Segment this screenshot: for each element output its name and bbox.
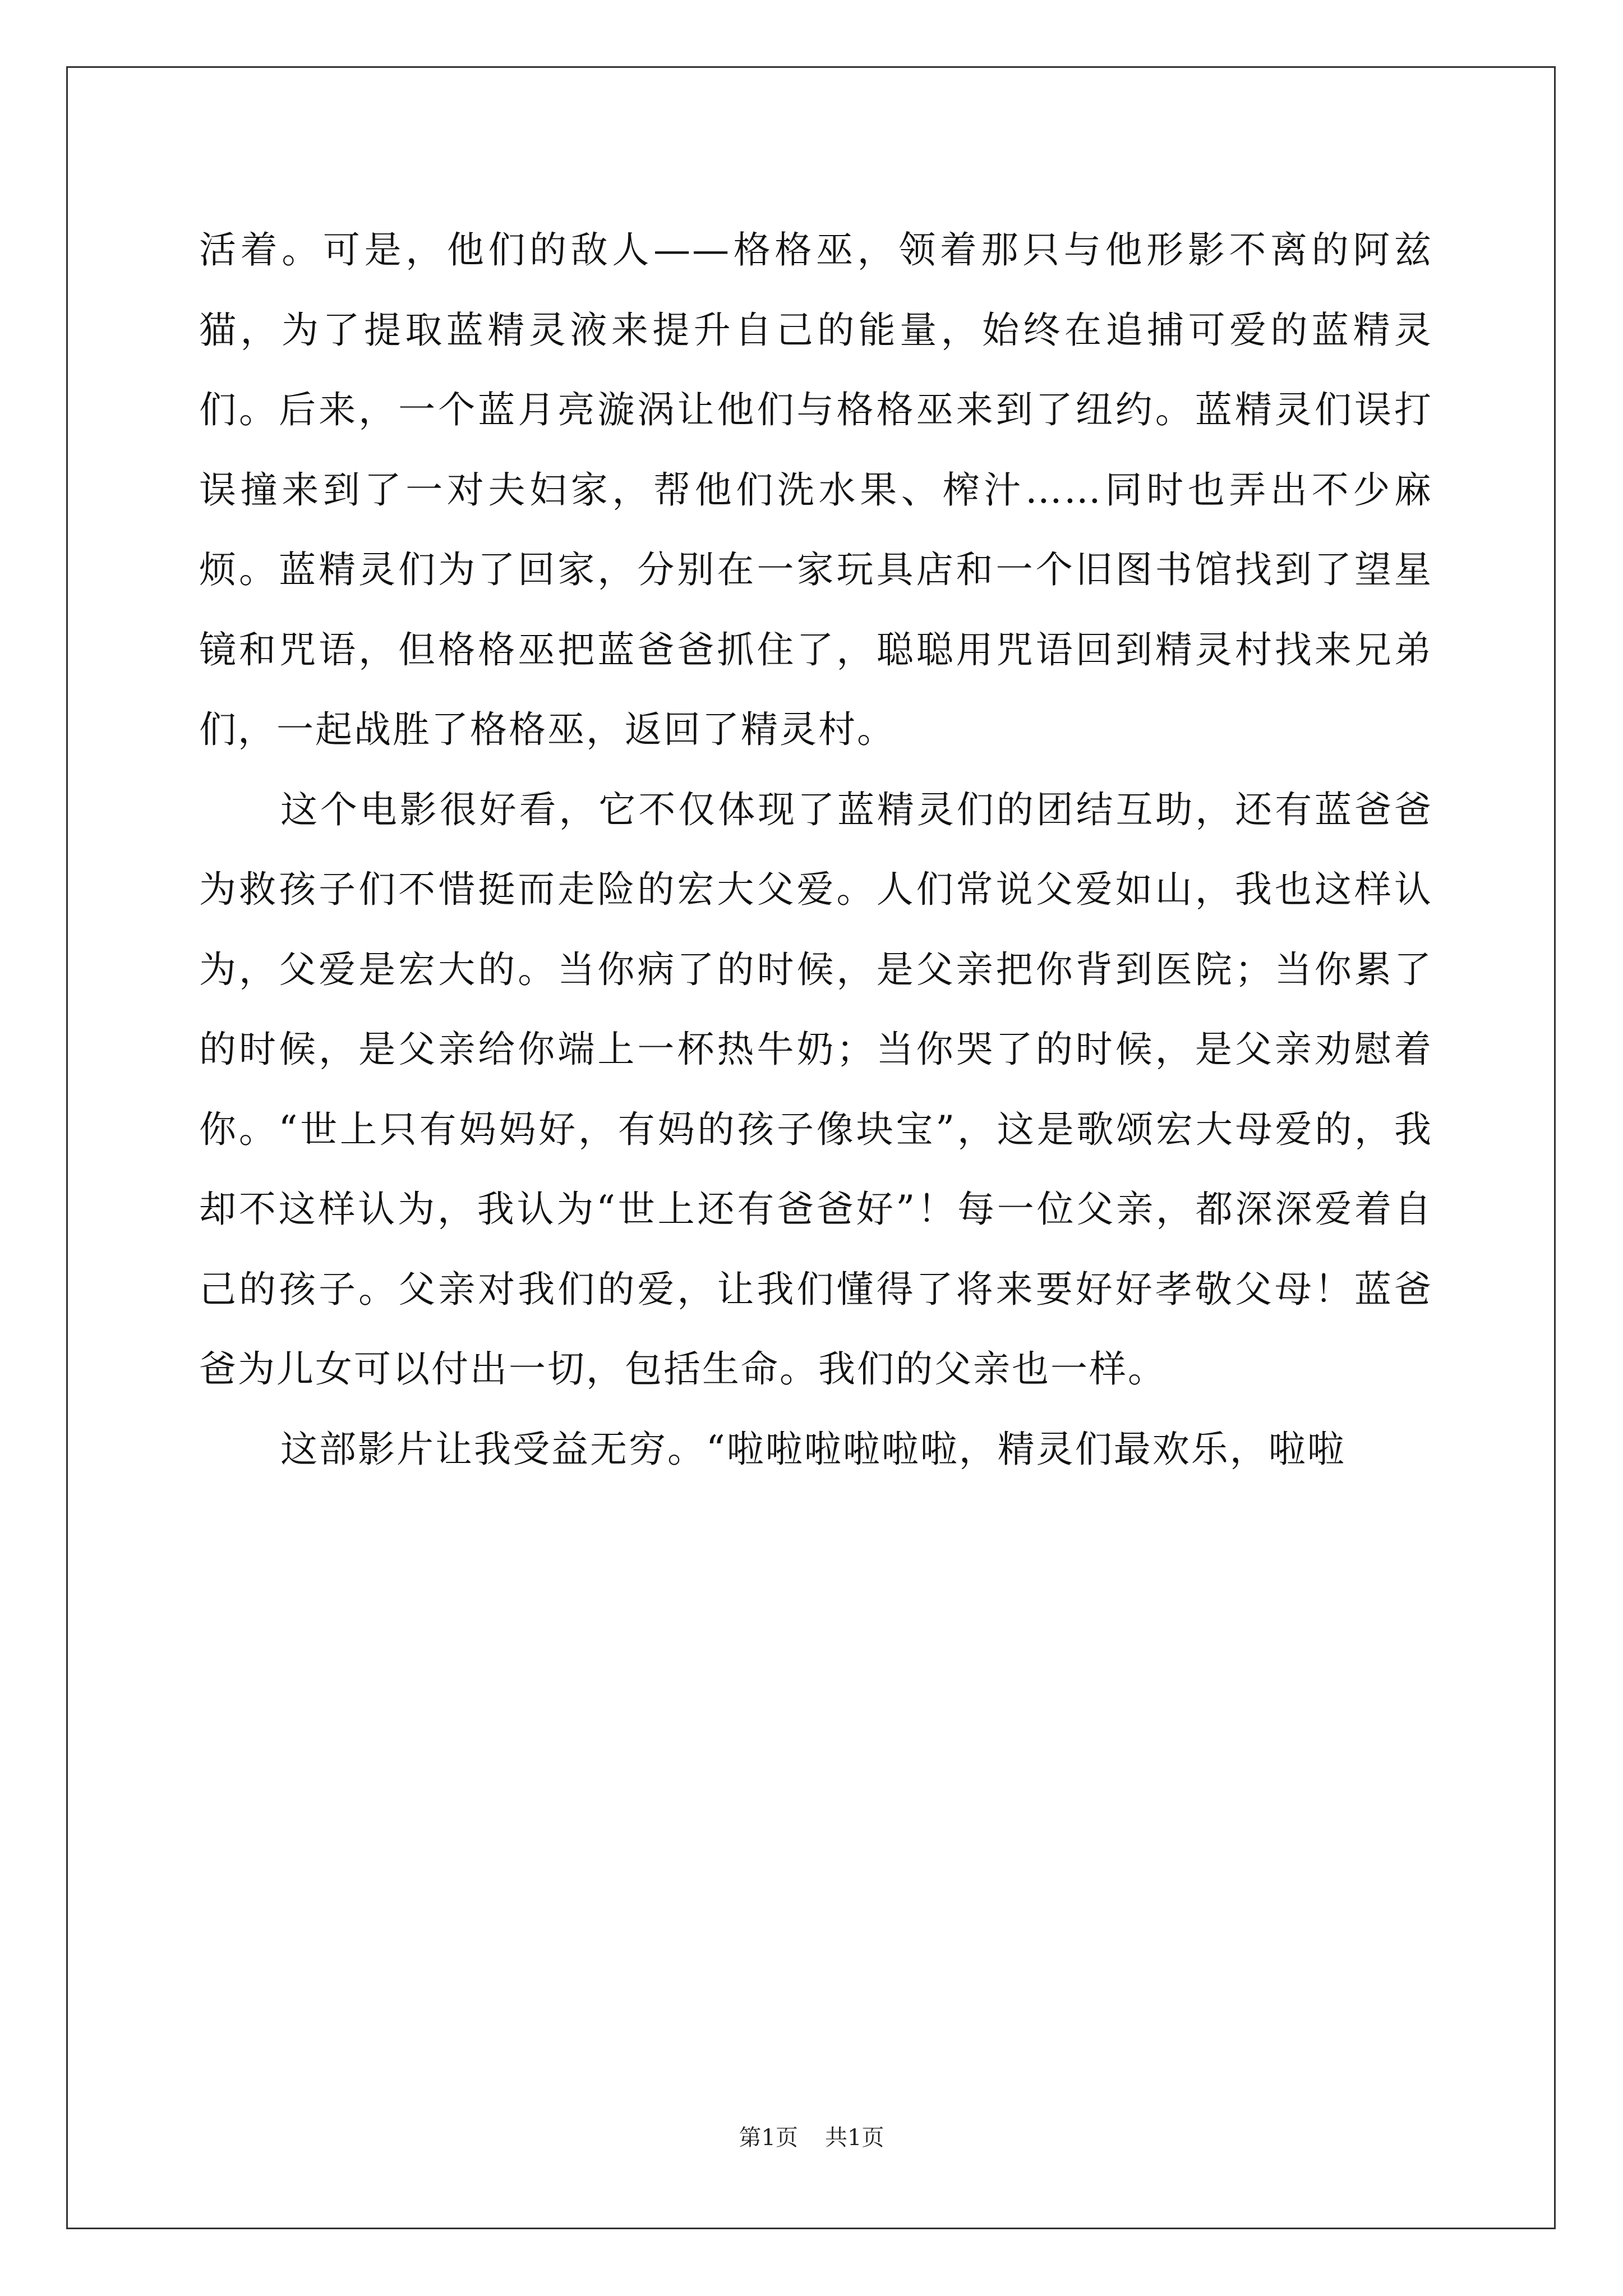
page-number-current: 第1页 [739, 2125, 798, 2151]
paragraph: 这个电影很好看，它不仅体现了蓝精灵们的团结互助，还有蓝爸爸为救孩子们不惜挺而走险的宏大父爱。人们常说父爱如山，我也这样认为，父爱是宏大的。当你病了的时候，是父亲把你背到医院；当你累了的时候，是父亲给你端上一杯热牛奶；当你哭了的时候，是父亲劝慰着你。“世上只有妈妈好，有妈的孩子像块宝”，这是歌颂宏大母爱的，我却不这样认为，我认为“世上还有爸爸好”！每一位父亲，都深深爱着自己的孩子。父亲对我们的爱，让我们懂得了将来要好好孝敬父母！蓝爸爸为儿女可以付出一切，包括生命。我们的父亲也一样。 [199, 788, 1433, 1391]
paragraph: 这部影片让我受益无穷。“啦啦啦啦啦啦，精灵们最欢乐，啦啦 [280, 1427, 1346, 1471]
page-footer [0, 2124, 1623, 2152]
page-number-total: 共1页 [825, 2125, 884, 2151]
document-body [199, 210, 1433, 1489]
paragraph: 活着。可是，他们的敌人——格格巫，领着那只与他形影不离的阿兹猫，为了提取蓝精灵液来提升自己的能量，始终在追捕可爱的蓝精灵们。后来，一个蓝月亮漩涡让他们与格格巫来到了纽约。蓝精灵们误打误撞来到了一对夫妇家，帮他们洗水果、榨汁……同时也弄出不少麻烦。蓝精灵们为了回家，分别在一家玩具店和一个旧图书馆找到了望星镜和咒语，但格格巫把蓝爸爸抓住了，聪聪用咒语回到精灵村找来兄弟们，一起战胜了格格巫，返回了精灵村。 [199, 228, 1433, 751]
